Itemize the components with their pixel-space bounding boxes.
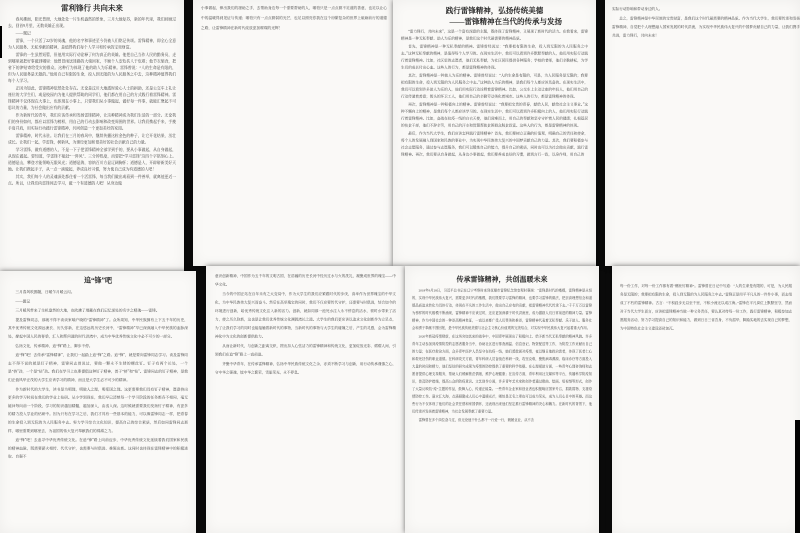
- paragraph: 追“锋”吧！去传承“雷锋精神”，让我们一起踏上追“锋”之路。追“锋”，就是要向雷锋同志学习。谈及雷锋同志不得不说的就是钉子精神，雷锋同志曾说过，要做一颗永不生锈的螺丝钉。钉子有两个长处，一个是“挤”劲，一个是“钻”劲。我们在学习上也要提倡这种钉子精神，善于“挤”和“钻”。雷锋同志的钉子精神，是我们正值风华正茂的大学生应该学习的精神，而且是大学生必不可少的精神。: [8, 352, 188, 382]
- paragraph: 当今的中国正站在百年未有之大变局中，作为大学生的我们应紧跟时代的步伐，高举作为世界瑰宝的中华文化，为中华民族伟大复兴而奋斗。然后在高举瑰宝的同时，我们不仅应要传代守护，还需要与时俱进，结合如今的环境进行创新，给优秀传统文化注入新的活力。创新，就如同那一池死水注入永不停息的活水，顿时水带来了活力，使之历久弥新，这也是让我们优秀传统文化渊源流长之道。大学生的我们更应该以追求文化创新作为立足点，为了让我们学习的同时也能接触着新时代的事物，当新时代的事物与大学生的碰撞之后，产生的灵感，会为雷锋精神化中为文化的创新提供助力。: [215, 292, 396, 339]
- paragraph: 雷锋，一个只活了22岁的英魂，他的名字和事迹至今仍被人们铭记传颂。雷锋精神，即全心全意为人民服务、无私奉献的精神，是值得我们每个人学习和传承的宝贵财富。: [8, 38, 176, 50]
- paragraph: 雷锋曾在多个岗位奋斗过，但无论他干什么都干一行爱一行，兢兢业业，从不含: [418, 418, 534, 422]
- epigraph-byline: ——题记: [15, 298, 31, 304]
- essay-page-chuancheng-1: [405, 266, 599, 533]
- essay-title: 践行雷锋精神，弘扬传统美德: [445, 7, 544, 15]
- page-content: [215, 272, 396, 378]
- paragraph: 正因为如此，雷锋精神依然处处存在。无论是汶川大地震时爱心人士的捐助，还是公交车上礼让座位的大学生们，或是校园内为他人提供帮助的同学们，他们都在用自己的方式践行着雷锋精神。雷锋精神不仅体现在大事上，也体现在小事上，只要我们从小事做起，做好每一件事，就能汇聚起不可思议的力量，为社会做出应有的贡献。: [8, 86, 176, 110]
- paragraph: 其实，我们每个人的灵魂深处都住着一个活雷锋，每当我们做出或看到一件善举，就离他更近一点。所以，让我们向雷锋同志学习，做一个有道德的人吧！从身边做: [8, 174, 176, 186]
- paragraph: 从而让新时代，与创新之距离交织，擦出扣人心弦活力的雷锋精神和传统文化，更加绽放光彩、熠熠人间，引领我们在追“锋”路上一直前进。: [215, 344, 396, 357]
- paragraph: 作为新时代的青年，我们应该传承和发扬雷锋精神，让这种精神成为我们生活的一部分。无论我们的身份如何，都应以雷锋为榜样，用自己的行动去影响和改变周围的世界。让我们携起手来，手挽手肩并肩，用实际行动践行雷锋精神，共同创造一个更加美好的家园。: [8, 113, 176, 131]
- paragraph: 弘扬文化，传承精神，追“锋”路上，脚步不停。: [15, 343, 93, 348]
- paragraph: 雷锋精神，时代永驻。让我们在三月的春风中，继续传播这粒金色的种子，让它开花结果，茁壮成长。让我们一起，学雷锋，树新风，为建设更加和谐美好的社会贡献自己的力量。: [8, 133, 176, 145]
- paragraph: 最后，作为当代大学生，我们应该怎样践行雷锋精神？首先，我们要树立正确的价值观，明确自己的责任和使命，将个人的发展融入到国家和民族的事业中，为实现中华民族伟大复兴的中国梦贡献自己的力量。其次，我们要积极参与社会志愿服务，通过参与志愿服务，我们可以锻炼自己的能力，提升自己的素质，同时也可以为社会做出贡献，践行雷锋精神。再次，我们要从自身做起，从身边小事做起，我们要养成良好的习惯，做到言行一致，以身作则，用自己的: [401, 131, 588, 157]
- paragraph: 每一份工作，对每一份工作都有着“螺丝钉精神”。雷锋曾在日记中写道：“人的生命是有限的，可是，为人民服务是无限的；我要把有限的生命，投入到无限的为人民服务之中去。”雷锋正是用平平凡凡的一件件小事，而去组成了不朽的雷锋精神。古言：“不积跬步无以至千里，不积小流无以成江海。”雷锋在平凡岗位上默默坚守，然而对于当代大学生而言，应该把雷锋精神当做一种义务责任，要认真对待每一份工作，践行雷锋精神，积极参加志愿服务活动，努力学习提高自己的知识和能力，做到日日三省吾身，不负韶华，脚踏实地的去实现自己的梦想，为中国特色社会主义建设添砖加瓦。: [620, 284, 792, 331]
- essay-body: [8, 307, 188, 461]
- essay-body: [201, 3, 387, 33]
- essay-body: [612, 5, 800, 40]
- paragraph: 作为新时代的大学生，读书是为明理，明做人之理，明报国之理。这更需要我们具有钉子精神，愿意挤出更多的学习时间在我们的学业上钻研。从小学到现在，我们早已清楚每一个学习阶段的任务都各不相同，毫无疑问每向前一个阶段，学习的知识越加精髓，越加深入，由浅入深。这时候就需要我们发扬钉子精神，有更多的精力投入学业的钻研中。因为只有在学习之后，我们才具有一些基本的能力，可以像雷锋同志一样，把青春的生命投入到无际的为人民服务中去。努力学习综合文化知识，提高自己的综合素质，然后如同雷锋同志那样，哪里需要到哪里去，为祖国的伟大复兴奉献我们的绵薄之力。: [8, 386, 188, 433]
- paragraph: 三月暖风带来了生机盎然的大地，也吹拂了埋藏在我们记忆深处的名字之精魂——雷锋。: [15, 308, 160, 313]
- essay-title: 雷利锋行 共向未来: [61, 4, 123, 13]
- page-content: [8, 4, 176, 188]
- paragraph: 提及雷锋同志，那就不得不谈谈家喻户晓的“雷锋精神”了。众所周知，中华民族拥有上下五千年的历史，其中优秀传统文化源远流长、历久弥新，在这悠远的历史长河中，“雷锋精神”早已深深融入中华民族的血脉深处，撑起中国人民的脊梁，汇入和辉问道的时代洪流中，成为中华优秀传统文化中必不可少的一部分。: [8, 317, 188, 339]
- essay-body: [412, 287, 592, 424]
- page-content: [412, 275, 592, 425]
- essay-page-jianxing-1: [393, 0, 596, 266]
- essay-body: [8, 38, 176, 187]
- paragraph: 首先，雷锋精神是一种无私奉献的精神。雷锋曾经说过：“我要把有限的生命，投入到无限的为人民服务之中去。”这种无私奉献的精神，是值得每个人学习的。在现实生活中，我们可以看到许多默默奉献的人，他们用实际行动践行着雷锋精神。比如，社区里的志愿者，他们无私奉献，为社区居民提供各种服务；学校的老师，他们辛勤耕耘，为学生们的成长付出心血。这些人的行为，都是雷锋精神的体现。: [401, 44, 588, 70]
- photo-artifact-right-edge: [795, 420, 800, 533]
- essay-body: [215, 272, 396, 377]
- paragraph: 总之，雷锋精神是中华民族的宝贵财富，是我们这个时代最需要的精神品质。作为当代大学生，我们要传承和发扬雷锋精神，自觉把个人理想融入国家发展的时代洪流，为实现中华民族伟大复兴的中国梦贡献自己的力量，让我们携手共进，雷力锋行，共向未来！: [612, 16, 800, 38]
- paragraph: 再次，雷锋精神是一种积极向上的精神。雷锋曾经说过：“我要把宝贵的青春，献给人民，献给社会主义事业。”这种不懈向上的精神，是我们每个人都应该学习的。在现实生活中，我们可以看到许多积极向上的人，他们用实际行动践行着雷锋精神。比如，奋战在抗疫一线的白衣天使，他们迎难而上，用自己的奉献和坚守守护着人民的健康；扎根基层的扶贫干部，他们不辞辛劳，用自己的汗水和智慧帮助贫困群众脱贫致富。这些人的行为，都是雷锋精神的体现。: [401, 102, 588, 128]
- epigraph: 春风拂面，阳光普照，大地处处一片生机盎然的景象，三月大地复苏，新的年代里，我们回顾过去，回首9月里，无数英雄正出现。: [8, 17, 176, 28]
- essay-page-zhuifeng-1: [0, 271, 196, 533]
- essay-title: 传承雷锋精神，共创温暖未来: [456, 276, 548, 284]
- essay-page-leifeng-2: [193, 0, 393, 266]
- page-content: [401, 6, 588, 159]
- page-content: [8, 276, 188, 462]
- page-content: [612, 5, 800, 41]
- essay-title: 追“锋”吧: [84, 277, 112, 285]
- page-content: [620, 282, 792, 334]
- essay-page-leifeng-1: [0, 0, 184, 271]
- paragraph: 齐聚中华青年，在传承雷锋精神，弘扬中华民族传统文化之余，亦须不断学习与创新，用行动传承谨慎之心，守中华之强魂，续中华之繁荣，雪耻荣光，永不停息。: [215, 362, 396, 375]
- paragraph: 小事做起，伸出我们的援助之手，去帮助身边每一个需要帮助的人，哪怕只是一点点微不足道的善意，也足以让心中的温暖得到见证与传递；哪怕只有一点点微弱的光芒，也足以照亮你我在这个纷繁复杂的世界上砥砺前行的道德之路，让雷锋精神在新时代绽放更加璀璨的光辉！: [201, 5, 387, 30]
- paragraph: 学习雷锋，做有道德的人，不是一下子把雷锋精神全部学到手的，要从小事做起，从自身做起，从现在做起。要知道，学雷锋不能赶“一阵风”、三分钟热度，而要把“学习雷锋”这四个字铭刻心上。道德是山，攀登才能领略无限风光；道德是海，容纳百川方显辽阔胸怀；道德是人，开辟崭新美好天地。让我们携起手子，从一点一滴做起，养成良好习惯，努力使自己成为有道德的人吧！: [8, 147, 176, 172]
- essay-subtitle: ——雷锋精神在当代的传承与发扬: [449, 18, 562, 26]
- essay-page-jianxing-2: [605, 0, 800, 266]
- epigraph: 三月春风吹拂随，日暖乍月暖云闪。: [15, 289, 75, 294]
- paragraph: 其次，雷锋精神是一种助人为乐的精神。雷锋曾经说过：“人的生命是有限的，可是，为人民服务是无限的；我要把有限的生命，投入到无限的为人民服务之中去。”这种助人为乐的精神，是我们每个人都应该具备的。在现实生活中，我们可以看到许多助人为乐的人，他们用实际行动诠释着雷锋精神。比如，公交车上主动让座的年轻人，他们用自己的行动传递着善意；街头的环卫工人，他们用自己的辛勤劳动美化着城市。这些人的行为，都是雷锋精神的体现。: [401, 73, 588, 99]
- paragraph: 实际行动影响和带动身边的人。: [612, 7, 663, 11]
- paragraph: 雷锋的一生虽然短暂，但他用实际行动诠释了何为真正的英雄。他把自己当作人民的勤务员，走到哪里就把好事做到哪里：他曾冒雨送迷路的大娘回家，不顾个人安危扶人于危难；他节衣缩食，把省下的津贴寄给受灾的群众。这种行为体现了他的助人为乐精神。雷锋曾说：“人的生命是有限的，但为人民服务是无限的。”他用自己有限的生命，投入到无限的为人民服务之中去，这种精神值得我们每个人学习。: [8, 52, 176, 83]
- epigraph-byline: ——题记: [15, 31, 31, 36]
- essay-page-zhuifeng-2: [206, 266, 405, 533]
- essay-body: [401, 28, 588, 158]
- page-content: [201, 3, 387, 34]
- paragraph: 2018年9月28日，习近平总书记在辽宁考察时来到抚顺市雷锋纪念馆参观时强调：“雷锋是时代的楷模，雷锋精神是永恒的，实现中华民族伟大复兴，需要更多时代的楷模，我们既要学习雷锋的精神，也要学习雷锋的做法，把崇高理想信念和道德品质追求转化为具体行动，体现在平凡的工作生活中，做出自己应有的贡献，把雷锋精神代代传承下去。”千千万万以雷锋为榜样的时代楷模不断涌现，雷锋精神不应该过时，还应更加深耕于时代洪流里，成为激励人们日常前进的精神力量。雷锋精神，作为中国社会的一种崇高精神象征，一直以来都广受人们赞美和推崇，雷锋精神代表着无私奉献、乐于助人、服务社会和勇于奉献不图回报，是中华民族传统美德与社会主义核心价值观的完美结合，对实现中华民族伟大复兴起着重大作用。: [412, 289, 592, 330]
- photo-artifact-left-edge: [0, 26, 2, 58]
- essay-body: [620, 282, 792, 333]
- essay-page-chuancheng-2: [612, 266, 800, 533]
- paragraph: “雷力锋行，共向未来”，这是一个富有深意的主题，既体现了雷锋精神，又展现了新时代的活力。在我看来，雷锋精神是一种无私奉献、助人为乐的精神，是我们这个时代最需要的精神品质。: [401, 29, 588, 41]
- paragraph: 追“锋”吧！去追寻中华优秀传统文化。在追“锋”路上向前迈步，中华优秀传统文化延续着我们国家和民族的精神血脉，既需要薪火相传、代代守护，也需要与时俱进、推陈出新。这同时也体现在雷锋精神中的积极进取、自强不: [8, 437, 188, 459]
- paragraph: 意识创新精神，中国作为五千年的文明古国，在浩瀚的历史长河中经历过水与火的洗礼，凝聚成世界的瑰宝——中华文化。: [215, 274, 396, 287]
- paragraph: 2020年新冠疫情肆虐，在这场突如其来的战争中，中国青年展现出了积极向上、给予新当代无私奉献的精神风貌。许多青年主动参加到疫情防控的志愿者服务当中，协助社区进行排查测温、信息登记、物资配送等工作，为防控工作贡献出自己的力量；在医疗救治方面，众多青年医护人员坚守在抗疫一线，她们勇敢面对疫情，夜以继日地救治患者，体现了医者仁心和救死扶伤的职业道德。在科研攻关方面，青年科研人员奋战在科研一线，攻坚克难，聚焦病毒溯源、临床诊疗等方面投入大量的时间和精力，他们坚信的研究成果为疫情的防控提供了重要的科学依据。在心理援助方面，一些青年心理咨询师和志愿者提供心理支持服务，帮助人们缓解焦虑情绪，维护心理健康；在宣传方面，青年利用社交媒体等平台，传播科学防疫知识，普及防护措施，提高公众的防疫意识。文艺创作方面，许多青年艺术家和创作者通过歌曲、绘画、短视频等形式，创作了大量反映抗“疫”主题的作品，鼓舞人心，传递正能量。一些青年企业家和创业者也积极响应国家号召，捐款捐物、支援疫情防控工作。滴水汇大海，点滴凝聚成人们心中温暖光芒，哪怕是无名之辈也可以成为荣光，成为人们心目中的英雄。而这些行为不仅体现了他们的社会责任感和家国情怀，还表现出来他们坚定推行雷锋精神的决心和魄力。在新时代的背景下，他们传承并发扬着雷锋精神，为社会发展奉献了重要力量。: [412, 335, 592, 414]
